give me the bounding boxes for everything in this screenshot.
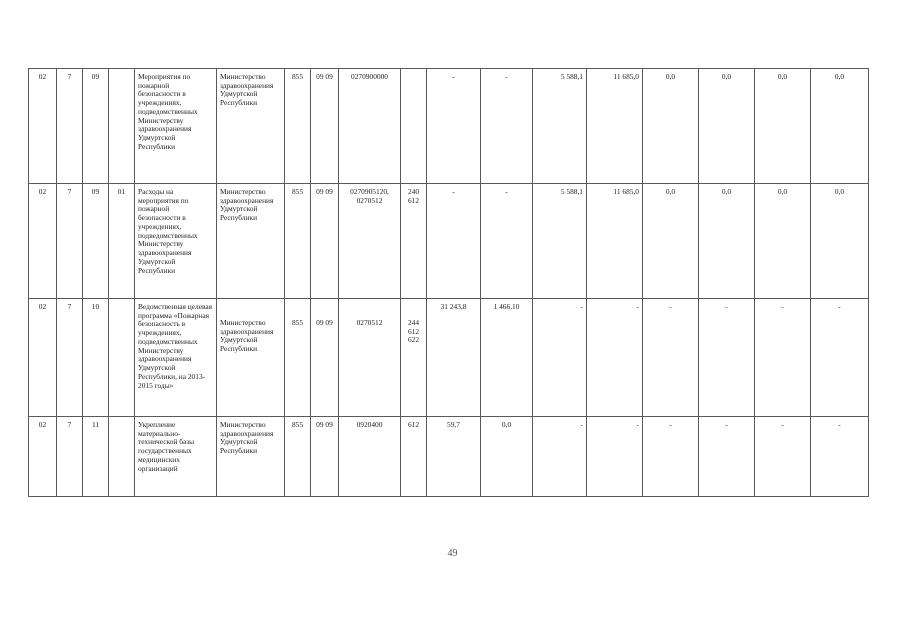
cell-c1: 02 (29, 184, 57, 299)
cell-v8: 0,0 (811, 69, 869, 184)
cell-c2: 7 (57, 69, 83, 184)
page-number: 49 (447, 548, 458, 559)
cell-v1: - (427, 69, 481, 184)
cell-v4: 11 685,0 (587, 184, 643, 299)
cell-v6: - (699, 417, 755, 497)
cell-ministry: Министерство здравоохранения Удмуртской Республики (217, 69, 285, 184)
cell-csr: 0270512 (339, 299, 401, 417)
cell-v7: - (755, 299, 811, 417)
table-row (29, 417, 869, 497)
cell-c2: 7 (57, 299, 83, 417)
cell-c1: 02 (29, 417, 57, 497)
cell-v4: - (587, 417, 643, 497)
cell-v3: - (533, 299, 587, 417)
cell-v6: - (699, 299, 755, 417)
cell-ministry: Министерство здравоохранения Удмуртской Республики (217, 299, 285, 417)
cell-rz: 09 09 (311, 299, 339, 417)
cell-c2: 7 (57, 417, 83, 497)
cell-c1: 02 (29, 299, 57, 417)
cell-name: Укрепление материально-технической базы государственных медицинских организаций (135, 417, 217, 497)
cell-vr: 612 (401, 417, 427, 497)
cell-v5: 0,0 (643, 69, 699, 184)
cell-v5: 0,0 (643, 184, 699, 299)
cell-v3: 5 588,1 (533, 69, 587, 184)
cell-v3: 5 588,1 (533, 184, 587, 299)
cell-csr: 0270905120, 0270512 (339, 184, 401, 299)
cell-name: Расходы на мероприятия по пожарной безопасности в учреждениях, подведомственных Министерству здравоохранения Удмуртской Республики (135, 184, 217, 299)
table-row (29, 184, 869, 299)
cell-rz: 09 09 (311, 69, 339, 184)
cell-vr: 244 612 622 (401, 299, 427, 417)
cell-grbs: 855 (285, 417, 311, 497)
cell-v7: 0,0 (755, 184, 811, 299)
cell-rz: 09 09 (311, 417, 339, 497)
cell-v6: 0,0 (699, 69, 755, 184)
cell-v1: - (427, 184, 481, 299)
cell-v8: - (811, 417, 869, 497)
cell-rz: 09 09 (311, 184, 339, 299)
cell-grbs: 855 (285, 184, 311, 299)
cell-v2: 1 466,10 (481, 299, 533, 417)
cell-v1: 31 243,8 (427, 299, 481, 417)
cell-c3: 09 (83, 69, 109, 184)
cell-grbs: 855 (285, 299, 311, 417)
budget-table (28, 68, 869, 497)
cell-v7: 0,0 (755, 69, 811, 184)
cell-c3: 11 (83, 417, 109, 497)
cell-name: Ведомственная целевая программа «Пожарная безопасность в учреждениях, подведомственных Министерству здравоохранения Удмуртской Республики, на 2013-2015 годы» (135, 299, 217, 417)
cell-v4: - (587, 299, 643, 417)
cell-c4 (109, 299, 135, 417)
cell-c1: 02 (29, 69, 57, 184)
cell-v2: - (481, 69, 533, 184)
cell-c3: 09 (83, 184, 109, 299)
table-row (29, 299, 869, 417)
cell-v6: 0,0 (699, 184, 755, 299)
cell-c4 (109, 69, 135, 184)
cell-c4 (109, 417, 135, 497)
cell-vr: 240 612 (401, 184, 427, 299)
document-sheet (28, 68, 868, 508)
cell-v4: 11 685,0 (587, 69, 643, 184)
cell-grbs: 855 (285, 69, 311, 184)
cell-name: Мероприятия по пожарной безопасности в учреждениях, подведомственных Министерству здравоохранения Удмуртской Республики (135, 69, 217, 184)
cell-vr (401, 69, 427, 184)
cell-v8: 0,0 (811, 184, 869, 299)
cell-csr: 0920400 (339, 417, 401, 497)
cell-ministry: Министерство здравоохранения Удмуртской Республики (217, 184, 285, 299)
cell-v5: - (643, 417, 699, 497)
cell-v5: - (643, 299, 699, 417)
cell-v7: - (755, 417, 811, 497)
cell-csr: 0270900000 (339, 69, 401, 184)
cell-v1: 59,7 (427, 417, 481, 497)
cell-v3: - (533, 417, 587, 497)
table-row (29, 69, 869, 184)
cell-ministry: Министерство здравоохранения Удмуртской Республики (217, 417, 285, 497)
cell-v2: - (481, 184, 533, 299)
cell-v2: 0,0 (481, 417, 533, 497)
cell-c2: 7 (57, 184, 83, 299)
cell-v8: - (811, 299, 869, 417)
cell-c4: 01 (109, 184, 135, 299)
cell-c3: 10 (83, 299, 109, 417)
